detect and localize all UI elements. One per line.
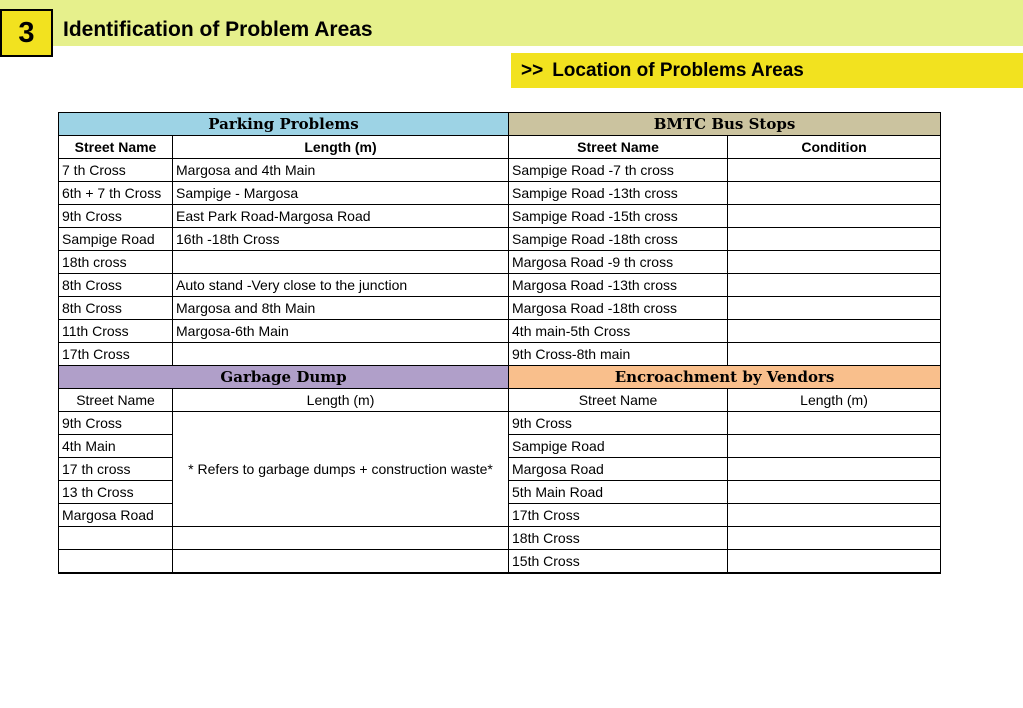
- parking-length-cell: [173, 343, 509, 366]
- vendors-length-cell: [728, 527, 941, 550]
- subtitle-banner: [511, 53, 1023, 88]
- table-row: [59, 527, 941, 550]
- garbage-street-cell: 13 th Cross: [59, 481, 173, 504]
- parking-length-cell: Sampige - Margosa: [173, 182, 509, 205]
- table-row: [59, 228, 941, 251]
- parking-street-cell: 7 th Cross: [59, 159, 173, 182]
- parking-section-title: Parking Problems: [59, 113, 509, 136]
- vendors-street-cell: 5th Main Road: [509, 481, 728, 504]
- bmtc-condition-cell: [728, 159, 941, 182]
- parking-length-cell: East Park Road-Margosa Road: [173, 205, 509, 228]
- bmtc-street-cell: Sampige Road -7 th cross: [509, 159, 728, 182]
- vendors-street-cell: Sampige Road: [509, 435, 728, 458]
- parking-street-cell: 11th Cross: [59, 320, 173, 343]
- vendors-length-cell: [728, 481, 941, 504]
- bmtc-street-cell: Sampige Road -13th cross: [509, 182, 728, 205]
- column-header: Street Name: [59, 389, 173, 412]
- vendors-length-cell: [728, 458, 941, 481]
- bmtc-street-cell: Margosa Road -18th cross: [509, 297, 728, 320]
- column-header: Street Name: [509, 136, 728, 159]
- bmtc-condition-cell: [728, 205, 941, 228]
- bmtc-street-cell: Sampige Road -18th cross: [509, 228, 728, 251]
- vendors-length-cell: [728, 412, 941, 435]
- parking-street-cell: 18th cross: [59, 251, 173, 274]
- parking-length-cell: Margosa and 8th Main: [173, 297, 509, 320]
- bmtc-condition-cell: [728, 182, 941, 205]
- table-row: [59, 274, 941, 297]
- parking-length-cell: [173, 251, 509, 274]
- column-header: Street Name: [59, 136, 173, 159]
- vendors-street-cell: 9th Cross: [509, 412, 728, 435]
- vendors-length-cell: [728, 550, 941, 574]
- table-row: [59, 320, 941, 343]
- bmtc-section-title: BMTC Bus Stops: [509, 113, 941, 136]
- garbage-street-cell: 4th Main: [59, 435, 173, 458]
- garbage-street-cell: [59, 527, 173, 550]
- vendors-length-cell: [728, 435, 941, 458]
- vendors-length-cell: [728, 504, 941, 527]
- vendors-street-cell: Margosa Road: [509, 458, 728, 481]
- section-header-row: [59, 113, 941, 136]
- garbage-street-cell: 9th Cross: [59, 412, 173, 435]
- bmtc-condition-cell: [728, 320, 941, 343]
- parking-street-cell: 9th Cross: [59, 205, 173, 228]
- vendors-section-title: Encroachment by Vendors: [509, 366, 941, 389]
- column-header: Street Name: [509, 389, 728, 412]
- table-row: [59, 182, 941, 205]
- parking-length-cell: Margosa-6th Main: [173, 320, 509, 343]
- column-header: Condition: [728, 136, 941, 159]
- problem-areas-table: [58, 112, 941, 574]
- table-row: [59, 251, 941, 274]
- bmtc-street-cell: Margosa Road -13th cross: [509, 274, 728, 297]
- bmtc-condition-cell: [728, 297, 941, 320]
- garbage-street-cell: Margosa Road: [59, 504, 173, 527]
- column-header: Length (m): [173, 389, 509, 412]
- garbage-section-title: Garbage Dump: [59, 366, 509, 389]
- column-header: Length (m): [728, 389, 941, 412]
- vendors-street-cell: 18th Cross: [509, 527, 728, 550]
- bmtc-condition-cell: [728, 228, 941, 251]
- garbage-street-cell: [59, 550, 173, 574]
- table-row: [59, 205, 941, 228]
- garbage-note: * Refers to garbage dumps + construction waste*: [173, 412, 509, 527]
- column-header-row: [59, 136, 941, 159]
- bmtc-street-cell: Margosa Road -9 th cross: [509, 251, 728, 274]
- garbage-length-cell: [173, 527, 509, 550]
- parking-street-cell: 8th Cross: [59, 274, 173, 297]
- section-header-row: [59, 366, 941, 389]
- table-row: [59, 159, 941, 182]
- bmtc-street-cell: Sampige Road -15th cross: [509, 205, 728, 228]
- garbage-length-cell: [173, 550, 509, 574]
- parking-street-cell: 8th Cross: [59, 297, 173, 320]
- column-header: Length (m): [173, 136, 509, 159]
- section-number-badge: 3: [0, 9, 53, 57]
- parking-length-cell: 16th -18th Cross: [173, 228, 509, 251]
- parking-length-cell: Margosa and 4th Main: [173, 159, 509, 182]
- page-title: Identification of Problem Areas: [63, 18, 373, 41]
- bmtc-street-cell: 9th Cross-8th main: [509, 343, 728, 366]
- parking-length-cell: Auto stand -Very close to the junction: [173, 274, 509, 297]
- vendors-street-cell: 17th Cross: [509, 504, 728, 527]
- garbage-street-cell: 17 th cross: [59, 458, 173, 481]
- subtitle-text: Location of Problems Areas: [552, 59, 804, 81]
- table-row: [59, 343, 941, 366]
- parking-street-cell: 17th Cross: [59, 343, 173, 366]
- column-header-row: [59, 389, 941, 412]
- parking-street-cell: 6th + 7 th Cross: [59, 182, 173, 205]
- bmtc-condition-cell: [728, 343, 941, 366]
- bmtc-street-cell: 4th main-5th Cross: [509, 320, 728, 343]
- table-row: [59, 550, 941, 574]
- subtitle-arrows: >>: [521, 59, 544, 81]
- parking-street-cell: Sampige Road: [59, 228, 173, 251]
- table-row: [59, 297, 941, 320]
- vendors-street-cell: 15th Cross: [509, 550, 728, 574]
- bmtc-condition-cell: [728, 251, 941, 274]
- table-row: [59, 412, 941, 435]
- bmtc-condition-cell: [728, 274, 941, 297]
